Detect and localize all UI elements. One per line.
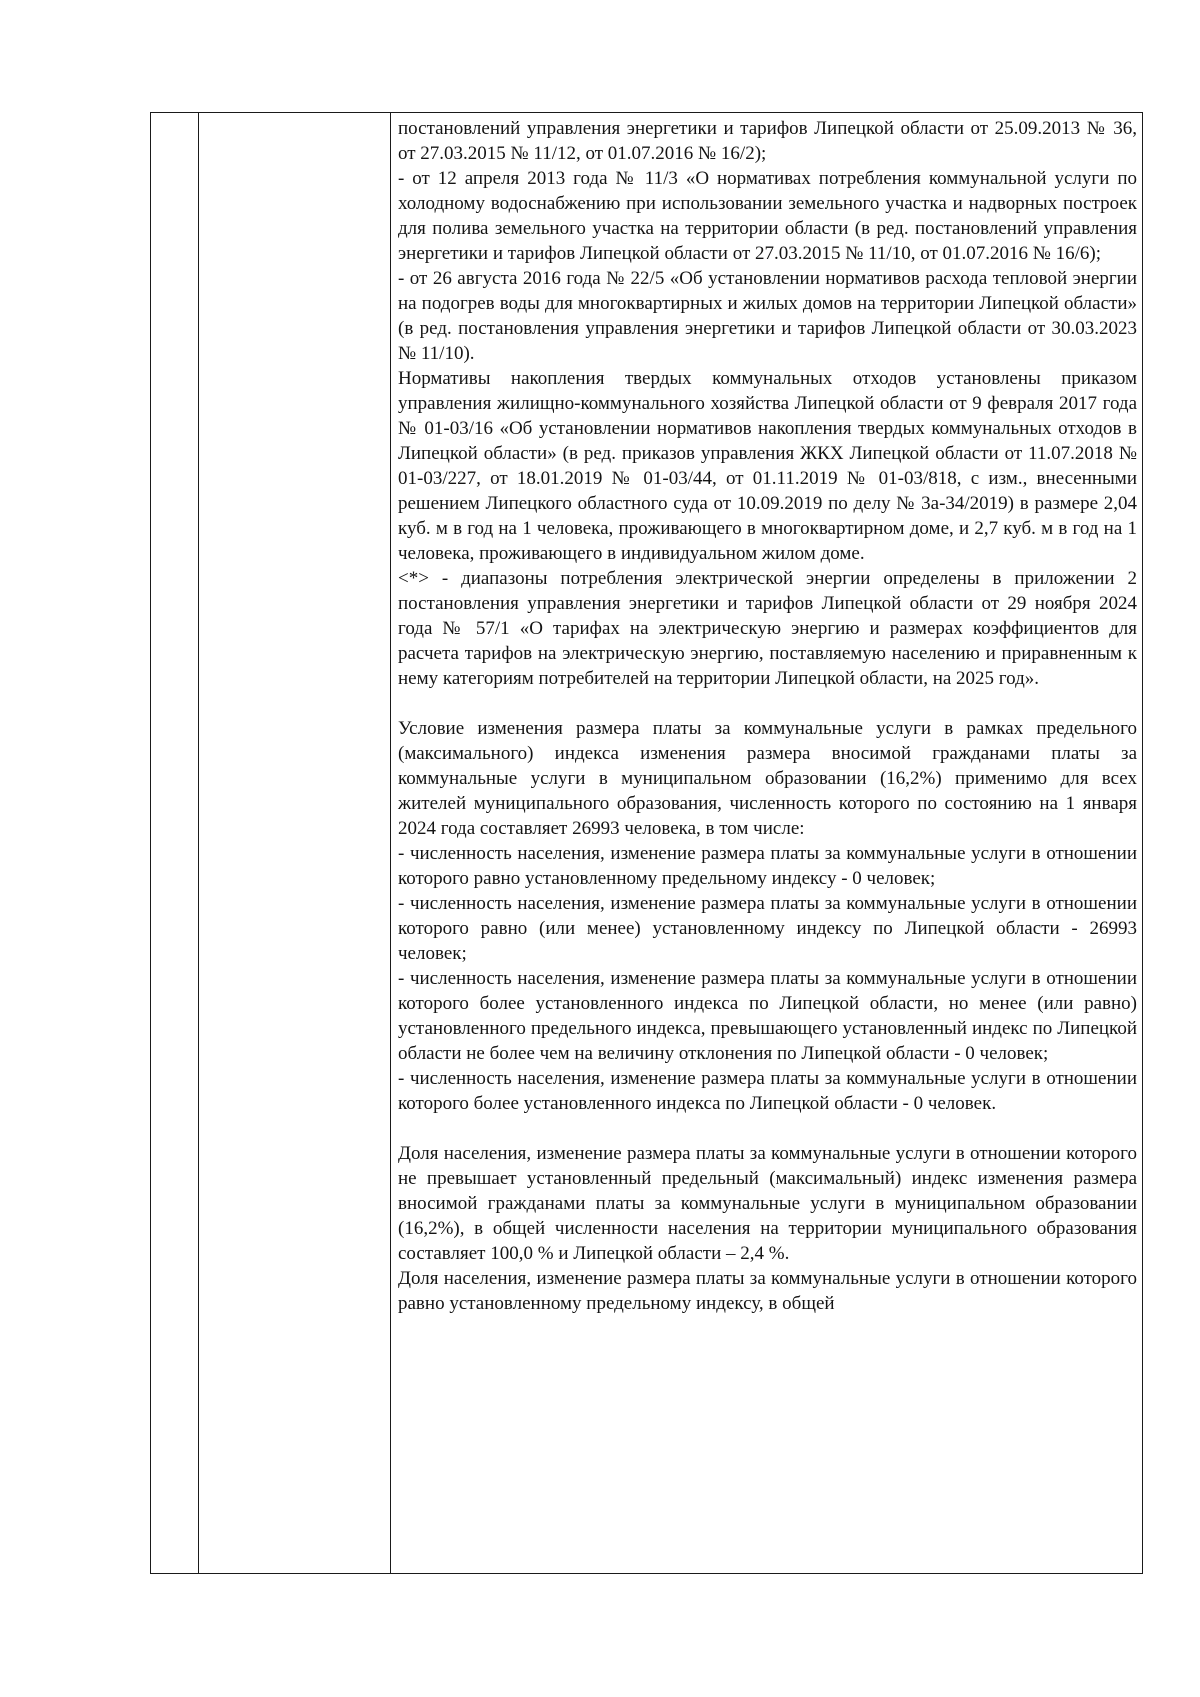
- paragraph: Доля населения, изменение размера платы за коммунальные услуги в отношении которого не превышает установленный предельный (максимальный) индекс изменения размера вносимой гражданами платы за коммунальные услуги в муниципальном образовании (16,2%), в общей численности населения на территории муниципального образования составляет 100,0 % и Липецкой области – 2,4 %.: [398, 1143, 1137, 1264]
- paragraph: Нормативы накопления твердых коммунальных отходов установлены приказом управления жилищно-коммунального хозяйства Липецкой области от 9 февраля 2017 года № 01-03/16 «Об установлении нормативов накопления твердых коммунальных отходов в Липецкой области» (в ред. приказов управления ЖКХ Липецкой области от 11.07.2018 № 01-03/227, от 18.01.2019 № 01-03/44, от 01.11.2019 № 01-03/818, с изм., внесенными решением Липецкого областного суда от 10.09.2019 по делу № 3а-34/2019) в размере 2,04 куб. м в год на 1 человека, проживающего в многоквартирном доме, и 2,7 куб. м в год на 1 человека, проживающего в индивидуальном жилом доме.: [398, 368, 1137, 564]
- paragraph: Доля населения, изменение размера платы за коммунальные услуги в отношении которого равно установленному предельному индексу, в общей: [398, 1268, 1137, 1314]
- paragraph: <*> - диапазоны потребления электрической энергии определены в приложении 2 постановления управления энергетики и тарифов Липецкой области от 29 ноября 2024 года № 57/1 «О тарифах на электрическую энергию и размерах коэффициентов для расчета тарифов на электрическую энергию, поставляемую населению и приравненным к нему категориям потребителей на территории Липецкой области, на 2025 год».: [398, 568, 1137, 689]
- paragraph: - численность населения, изменение размера платы за коммунальные услуги в отношении которого более установленного индекса по Липецкой области, но менее (или равно) установленного предельного индекса, превышающего установленный индекс по Липецкой области не более чем на величину отклонения по Липецкой области - 0 человек;: [398, 968, 1137, 1064]
- paragraph: постановлений управления энергетики и тарифов Липецкой области от 25.09.2013 № 36, от 27.03.2015 № 11/12, от 01.07.2016 № 16/2);: [398, 118, 1137, 164]
- paragraph: - от 26 августа 2016 года № 22/5 «Об установлении нормативов расхода тепловой энергии на подогрев воды для многоквартирных и жилых домов на территории Липецкой области» (в ред. постановления управления энергетики и тарифов Липецкой области от 30.03.2023 № 11/10).: [398, 268, 1137, 364]
- paragraph: - от 12 апреля 2013 года № 11/3 «О нормативах потребления коммунальной услуги по холодному водоснабжению при использовании земельного участка и надворных построек для полива земельного участка на территории области (в ред. постановлений управления энергетики и тарифов Липецкой области от 27.03.2015 № 11/10, от 01.07.2016 № 16/6);: [398, 168, 1137, 264]
- paragraph: - численность населения, изменение размера платы за коммунальные услуги в отношении которого более установленного индекса по Липецкой области - 0 человек.: [398, 1068, 1137, 1114]
- paragraph: - численность населения, изменение размера платы за коммунальные услуги в отношении которого равно установленному предельному индексу - 0 человек;: [398, 843, 1137, 889]
- paragraph-gap: [398, 1116, 1137, 1141]
- table-row: [151, 113, 1143, 1574]
- paragraph: Условие изменения размера платы за коммунальные услуги в рамках предельного (максимального) индекса изменения размера вносимой гражданами платы за коммунальные услуги в муниципальном образовании (16,2%) применимо для всех жителей муниципального образования, численность которого по состоянию на 1 января 2024 года составляет 26993 человека, в том числе:: [398, 718, 1137, 839]
- text-flow: [398, 116, 1137, 1316]
- paragraph-gap: [398, 691, 1137, 716]
- number-cell: [151, 113, 199, 1574]
- paragraph: - численность населения, изменение размера платы за коммунальные услуги в отношении которого равно (или менее) установленному индексу по Липецкой области - 26993 человек;: [398, 893, 1137, 964]
- content-table: [150, 112, 1143, 1574]
- name-cell: [199, 113, 391, 1574]
- description-cell: [391, 113, 1143, 1574]
